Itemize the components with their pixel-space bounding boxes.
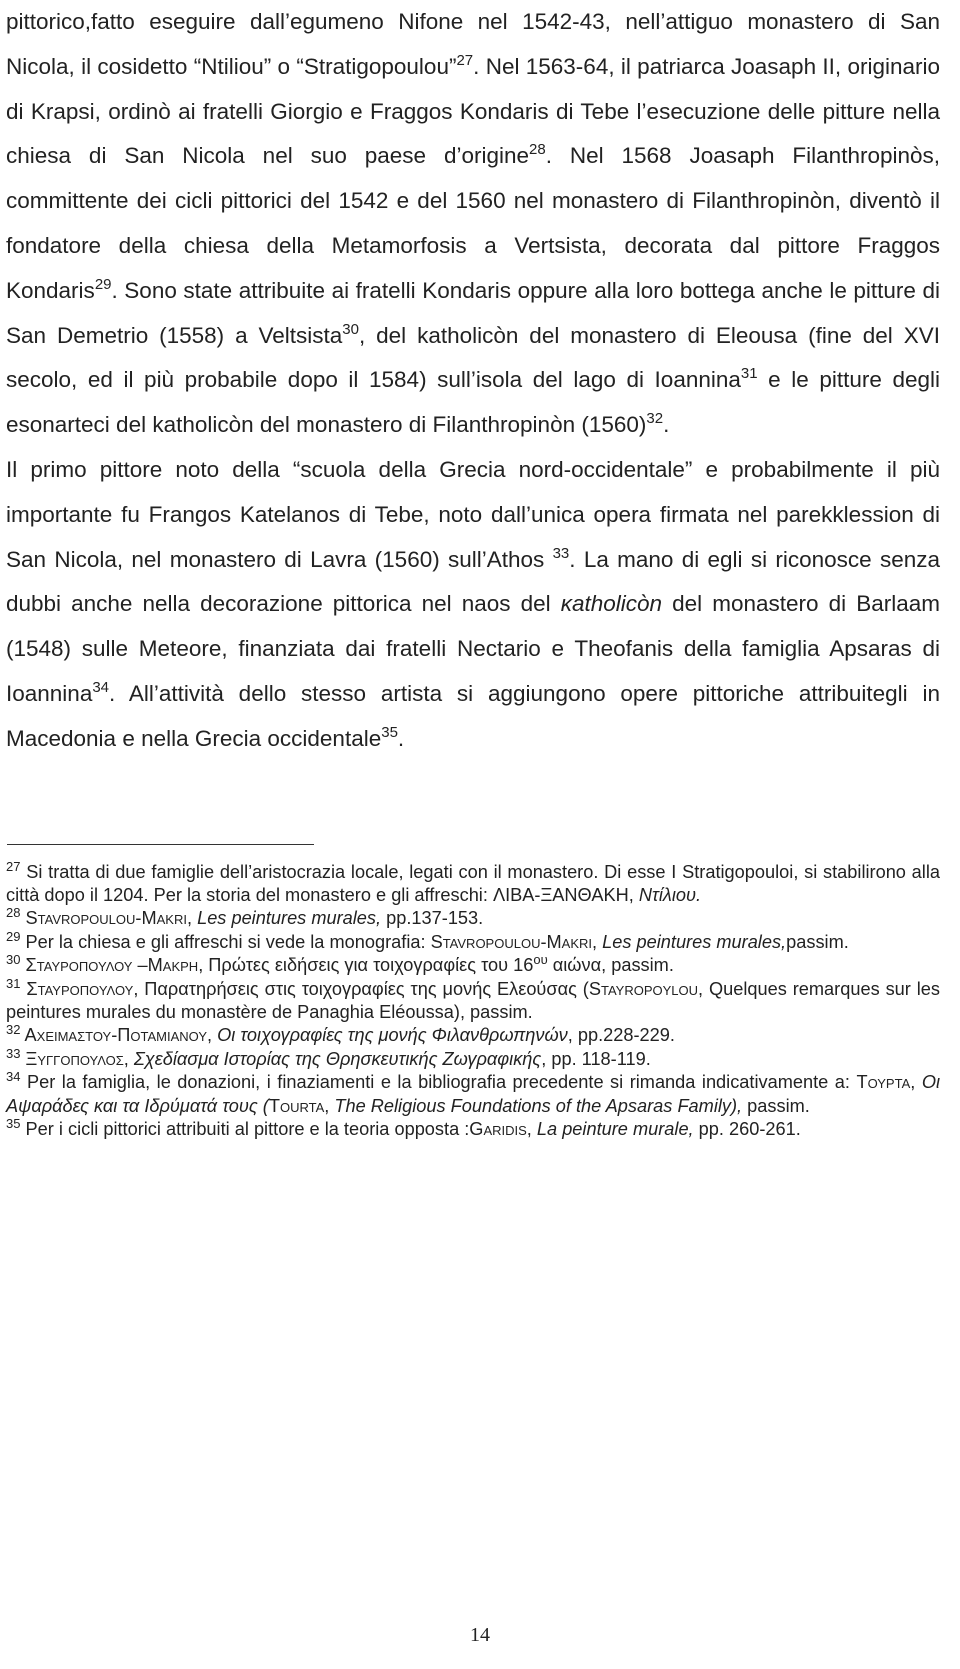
footnote-ref-27[interactable]: 27 bbox=[456, 51, 474, 69]
footnote-tail: , Quelques remarques sur les peintures murales du monastère de Panaghia Eléoussa), passim. bbox=[6, 978, 940, 1022]
paragraph-1 bbox=[6, 0, 940, 448]
footnote-number: 28 bbox=[6, 905, 21, 921]
footnotes bbox=[6, 858, 940, 1142]
footnote-ref-34[interactable]: 34 bbox=[92, 678, 110, 696]
separator: , bbox=[592, 931, 603, 952]
author-name: ΛΙΒΑ-ΞΑΝΘΑΚΗ bbox=[492, 884, 629, 905]
footnote-29 bbox=[6, 928, 940, 954]
separator: , bbox=[123, 1048, 134, 1069]
author-name: Ξυγγοπουλος bbox=[20, 1048, 124, 1069]
footnote-ref-31[interactable]: 31 bbox=[740, 365, 758, 383]
footnote-33 bbox=[6, 1045, 940, 1071]
author-name-latin: Stayropoylou bbox=[588, 978, 699, 999]
footnote-tail: αιώνα, passim. bbox=[547, 955, 674, 976]
work-title: Les peintures murales, bbox=[602, 931, 787, 952]
work-title: La peinture murale, bbox=[536, 1119, 694, 1140]
footnote-30 bbox=[6, 954, 940, 977]
footnote-31 bbox=[6, 975, 940, 1025]
footnote-tail: passim. bbox=[742, 1095, 810, 1116]
footnote-ref-29[interactable]: 29 bbox=[94, 275, 112, 293]
separator: , bbox=[324, 1095, 335, 1116]
work-title: Σχεδίασμα Ιστορίας της Θρησκευτικής Ζωγραφικής bbox=[133, 1048, 542, 1069]
author-name: Σταυροπουλου bbox=[20, 978, 134, 999]
author-name: Τουρτα bbox=[856, 1072, 911, 1093]
author-name: Σταυροπουλου –Μακρη bbox=[20, 955, 199, 976]
footnote-28 bbox=[6, 907, 940, 930]
page-number: 14 bbox=[470, 1624, 490, 1646]
footnote-number: 31 bbox=[6, 975, 21, 991]
footnote-number: 27 bbox=[6, 858, 21, 874]
author-name: Stavropoulou-Makri bbox=[430, 931, 593, 952]
footnote-tail: passim. bbox=[786, 931, 849, 952]
footnote-number: 32 bbox=[6, 1022, 21, 1038]
footnote-text: Per la chiesa e gli affreschi si vede la monografia: bbox=[20, 931, 431, 952]
footnote-ref-28[interactable]: 28 bbox=[529, 141, 546, 159]
text-run: . Sono state attribuite ai fratelli Kondaris oppure alla loro bottega anche le pitture di San Demetrio (1558) a Veltsista bbox=[6, 277, 940, 348]
author-name: Stavropoulou-Makri bbox=[20, 908, 187, 929]
separator: , bbox=[628, 884, 639, 905]
footnote-tail: pp. 260-261. bbox=[693, 1119, 801, 1140]
footnote-tail: , pp.228-229. bbox=[567, 1025, 675, 1046]
text-run: , del katholicòn del monastero di Eleousa (fine del XVI secolo, ed il più probabile dopo il 1584) sull’isola del lago di Ioannina bbox=[6, 322, 940, 393]
ordinal-superscript: ου bbox=[533, 952, 548, 968]
text-run: pittorico,fatto eseguire dall’egumeno Nifone nel 1542-43, nell’attiguo monastero di San Nicola, il cosidetto “Ntiliou” o “Stratigopoulou” bbox=[6, 9, 940, 79]
footnote-35 bbox=[6, 1118, 940, 1141]
separator: , bbox=[186, 908, 198, 929]
footnote-ref-35[interactable]: 35 bbox=[381, 723, 398, 741]
work-title: Οι τοιχογραφίες της μονής Φιλανθρωπηνών bbox=[217, 1025, 568, 1046]
footnote-text: Per la famiglia, le donazioni, i finaziamenti e la bibliografia precedente si rimanda indicativamente a: bbox=[20, 1072, 857, 1093]
text-run: . Nel 1568 Joasaph Filanthropinòs, committente dei cicli pittorici del 1542 e del 1560 nel monastero di Filanthropinòn, diventò il fondatore della chiesa della Metamorfosis a Vertsista, decorata dal pittore Fraggos Kondaris bbox=[6, 143, 941, 303]
footnote-number: 34 bbox=[6, 1069, 21, 1085]
text-run: del monastero di Barlaam (1548) sulle Meteore, finanziata dai fratelli Nectario e Theofanis della famiglia Apsaras di Ioannina bbox=[6, 591, 940, 706]
separator: , bbox=[526, 1119, 537, 1140]
work-title: Οι Αψαράδες και τα Ιδρύματά τους ( bbox=[6, 1072, 940, 1116]
separator: , bbox=[207, 1025, 218, 1046]
footnote-ref-33[interactable]: 33 bbox=[552, 544, 570, 562]
footnote-ref-30[interactable]: 30 bbox=[342, 320, 359, 338]
work-title: Ντίλιου. bbox=[638, 884, 702, 905]
footnote-34 bbox=[6, 1071, 940, 1118]
text-run: Il primo pittore noto della “scuola della Grecia nord-occidentale” e probabilmente il più importante fu Frangos Katelanos di Tebe, noto dall’unica opera firmata nel parekklession di San Nicola, nel monastero di Lavra (1560) sull’Athos bbox=[6, 456, 940, 572]
main-text bbox=[6, 0, 940, 762]
author-name-latin: Tourta bbox=[268, 1095, 325, 1116]
footnote-27 bbox=[6, 858, 940, 908]
text-run: . Nel 1563-64, il patriarca Joasaph II, originario di Krapsi, ordinò ai fratelli Giorgio e Fraggos Kondaris di Tebe l’esecuzione delle pitture nella chiesa di San Nicola nel suo paese d’origine bbox=[6, 53, 940, 169]
text-run: . bbox=[397, 725, 405, 751]
work-title-english: The Religious Foundations of the Apsaras Family), bbox=[334, 1095, 743, 1116]
text-run: . All’attività dello stesso artista si aggiungono opere pittoriche attribuitegli in Macedonia e nella Grecia occidentale bbox=[6, 680, 940, 751]
paragraph-2 bbox=[6, 448, 940, 762]
footnote-number: 30 bbox=[6, 952, 21, 968]
footnote-number: 29 bbox=[6, 928, 21, 944]
footnote-32 bbox=[6, 1024, 940, 1047]
author-name: Αχειμαστου-Ποταμιανου bbox=[20, 1025, 208, 1046]
footnote-number: 35 bbox=[6, 1116, 21, 1132]
author-name: Garidis bbox=[469, 1119, 527, 1140]
footnote-text: Per i cicli pittorici attribuiti al pittore e la teoria opposta : bbox=[20, 1119, 470, 1140]
work-title: Les peintures murales, bbox=[197, 908, 382, 929]
footnote-separator bbox=[7, 844, 314, 845]
footnote-text: Si tratta di due famiglie dell’aristocrazia locale, legati con il monastero. Di esse I Stratigopouloi, si stabilirono alla città dopo il 1204. Per la storia del monastero e gli affreschi: bbox=[6, 861, 940, 905]
footnote-text: , Πρώτες ειδήσεις για τοιχογραφίες του 16 bbox=[198, 955, 534, 976]
text-run: . La mano di egli si riconosce senza dubbi anche nella decorazione pittorica nel naos del bbox=[6, 546, 940, 617]
text-run: e le pitture degli esonarteci del katholicòn del monastero di Filanthropinòn (1560) bbox=[6, 367, 941, 438]
footnote-ref-32[interactable]: 32 bbox=[646, 410, 664, 428]
footnote-number: 33 bbox=[6, 1045, 21, 1061]
footnote-tail: pp.137-153. bbox=[381, 908, 484, 929]
separator: , bbox=[910, 1072, 922, 1093]
text-run: . bbox=[663, 412, 670, 438]
footnote-tail: , pp. 118-119. bbox=[541, 1048, 651, 1069]
italic-term: κatholicòn bbox=[560, 591, 663, 617]
footnote-text: , Παρατηρήσεις στις τοιχογραφίες της μονής Ελεούσας ( bbox=[133, 978, 589, 999]
